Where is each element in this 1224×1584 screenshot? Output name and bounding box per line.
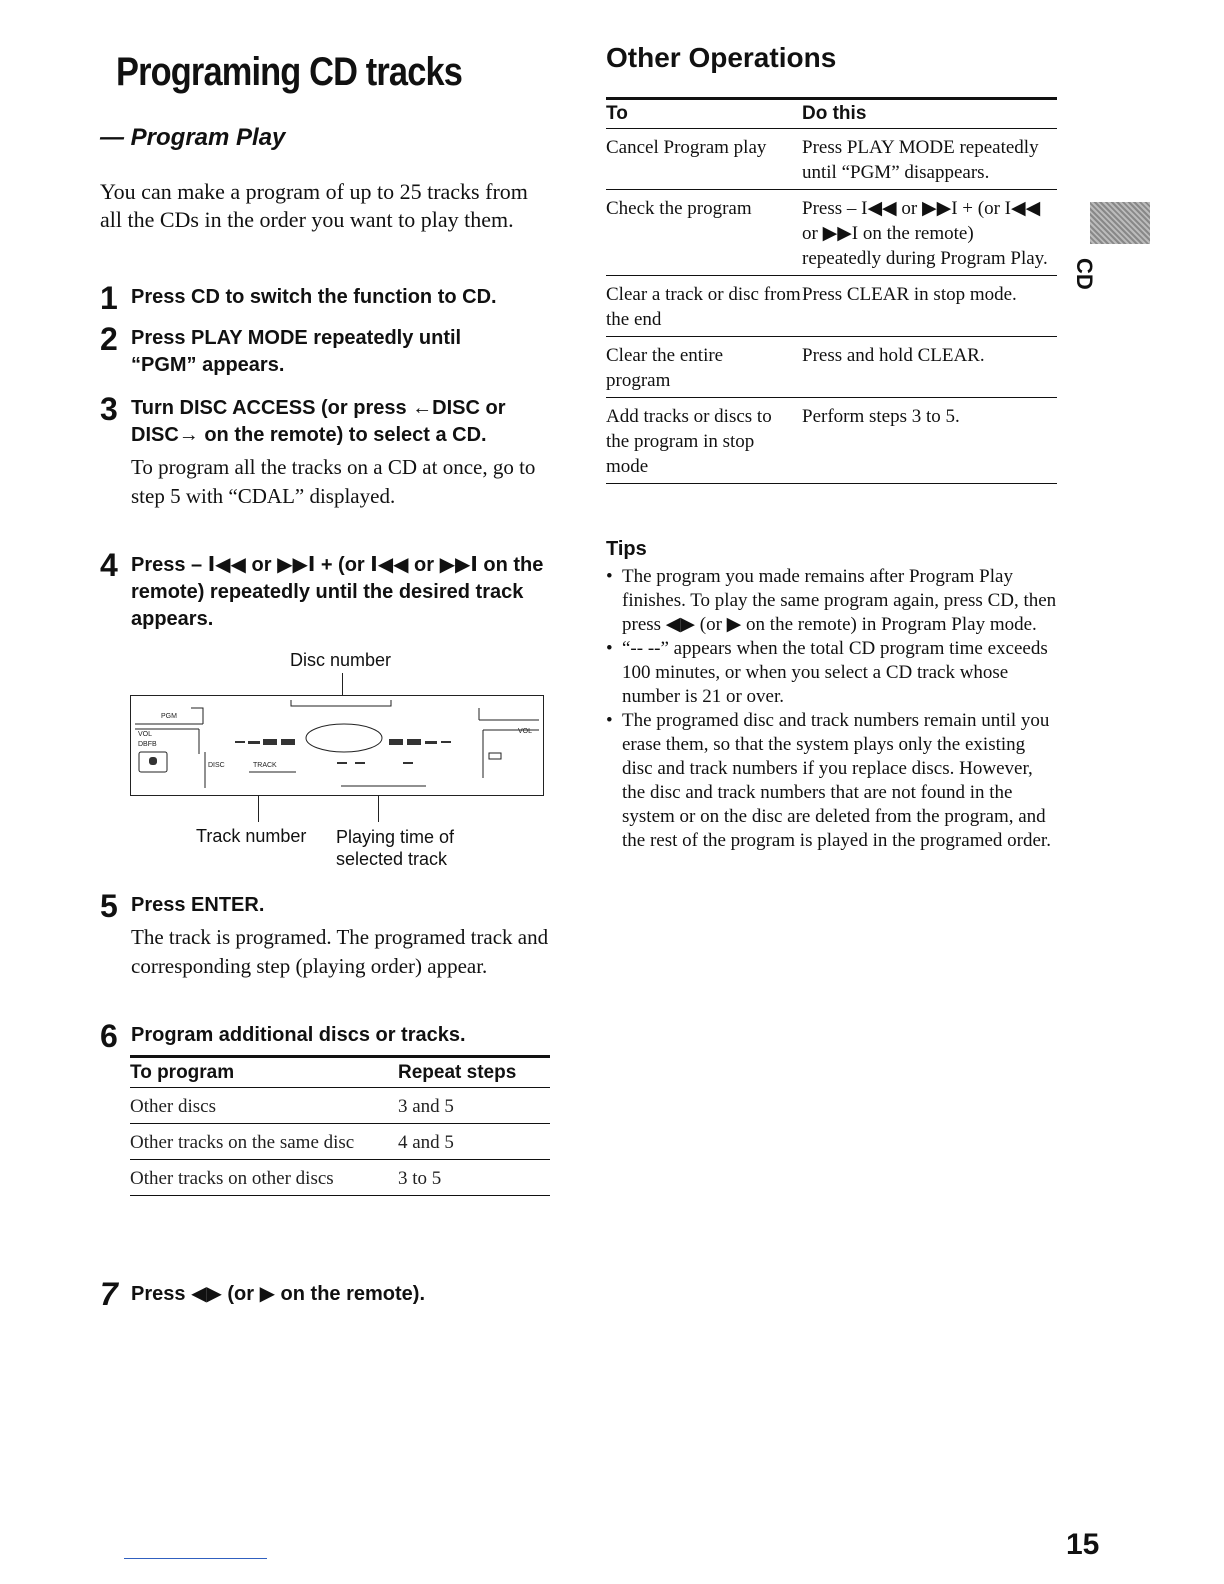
footer-rule [124,1558,267,1559]
step-text: Press ◀▶ (or ▶ on the remote). [131,1281,426,1305]
table-cell: 3 to 5 [398,1160,550,1196]
table-cell: Press – I◀◀ or ▶▶I + (or I◀◀ or ▶▶I on the remote) repeatedly during Program Play. [802,190,1057,276]
table-row [606,337,1057,398]
table-cell: Perform steps 3 to 5. [802,398,1057,484]
table-cell: Other tracks on the same disc [130,1124,398,1160]
step-text: Press ENTER. [131,894,265,916]
previous-track-icon: I◀◀ [370,552,409,576]
column-header: Do this [802,99,1057,129]
section-title: Other Operations [606,42,837,73]
track-indicator: TRACK [253,762,277,769]
track-number-label: Track number [196,826,307,846]
step-number: 5 [100,888,118,924]
program-steps-table [130,1055,550,1196]
callout-line [342,673,343,695]
play-icon: ▶ [259,1281,275,1305]
list-item: • The programed disc and track numbers remain until you erase them, so that the system plays only the existing disc and track numbers if you replace discs. However, the disc and track numbers that are not found in the system or on the disc are deleted from the program, and the rest of the program is played in the programed order. [606,709,1058,853]
table-header-row [130,1057,550,1088]
playing-time-label: Playing time of selected track [336,827,455,869]
disc-indicator: DISC [208,762,225,769]
table-cell: Cancel Program play [606,129,802,190]
table-row [130,1124,550,1160]
step-text: Press CD to switch the function to CD. [131,286,497,308]
step-text: Press – I◀◀ or ▶▶I + (or I◀◀ or ▶▶I on the remote) repeatedly until the desired track appears. [131,552,544,630]
display-graphic [131,696,542,794]
tips-heading: Tips [606,538,647,560]
table-cell: Add tracks or discs to the program in stop mode [606,398,802,484]
dbfb-indicator: DBFB [138,741,157,748]
step-number: 1 [100,280,118,316]
disc-number-label: Disc number [290,650,392,670]
step-text: Program additional discs or tracks. [131,1024,466,1046]
table-cell: 4 and 5 [398,1124,550,1160]
column-header: Repeat steps [398,1057,550,1088]
table-cell: 3 and 5 [398,1088,550,1124]
table-cell: Press PLAY MODE repeatedly until “PGM” disappears. [802,129,1057,190]
step-description: The track is programed. The programed track and corresponding step (playing order) appear. [131,925,549,978]
callout-line [378,796,379,822]
table-row [130,1088,550,1124]
table-row [606,398,1057,484]
column-header: To [606,99,802,129]
pgm-indicator: PGM [161,713,177,720]
step-number: 4 [100,547,118,583]
table-header-row [606,99,1057,129]
table-cell: Clear a track or disc from the end [606,276,802,337]
tips-list [606,565,1058,853]
step-7 [100,1276,560,1312]
play-pause-icon: ◀▶ [191,1281,222,1305]
page-number: 15 [1066,1528,1100,1561]
display-panel-illustration [130,695,544,796]
table-cell: Other discs [130,1088,398,1124]
table-row [606,276,1057,337]
list-item: • The program you made remains after Program Play finishes. To play the same program again, press CD, then press ◀▶ (or ▶ on the remote) in Program Play mode. [606,565,1058,637]
vol-left-indicator: VOL [138,731,153,738]
table-cell: Check the program [606,190,802,276]
step-3 [100,391,560,511]
vol-right-indicator: VOL [518,728,533,735]
step-number: 3 [100,391,118,427]
table-cell: Other tracks on other discs [130,1160,398,1196]
table-row [606,190,1057,276]
table-row [606,129,1057,190]
step-number: 2 [100,321,118,357]
intro-paragraph: You can make a program of up to 25 tracks from all the CDs in the order you want to play them. [100,179,528,232]
previous-track-icon: I◀◀ [207,552,246,576]
step-2 [100,321,560,379]
table-row [130,1160,550,1196]
column-header: To program [130,1057,398,1088]
step-description: To program all the tracks on a CD at once, go to step 5 with “CDAL” displayed. [131,455,536,508]
page-title: Programing CD tracks [116,50,463,94]
table-cell: Press and hold CLEAR. [802,337,1057,398]
section-side-label: CD [1072,258,1097,290]
step-1 [100,280,560,316]
list-item: • “-- --” appears when the total CD program time exceeds 100 minutes, or when you select a CD track whose number is 21 or over. [606,637,1058,709]
step-5 [100,888,560,981]
step-text: Turn DISC ACCESS (or press ←DISC or DISC→ on the remote) to select a CD. [131,397,506,446]
section-subtitle: — Program Play [100,124,286,151]
step-6 [100,1018,560,1054]
step-text: Press PLAY MODE repeatedly until “PGM” appears. [131,327,462,376]
next-track-icon: ▶▶I [439,552,478,576]
step-number: 6 [100,1018,118,1054]
next-track-icon: ▶▶I [277,552,316,576]
table-cell: Clear the entire program [606,337,802,398]
callout-line [258,796,259,822]
step-4 [100,547,560,633]
step-number: 7 [100,1276,118,1312]
section-tab-marker [1090,202,1150,244]
table-cell: Press CLEAR in stop mode. [802,276,1057,337]
other-operations-table [606,97,1057,484]
